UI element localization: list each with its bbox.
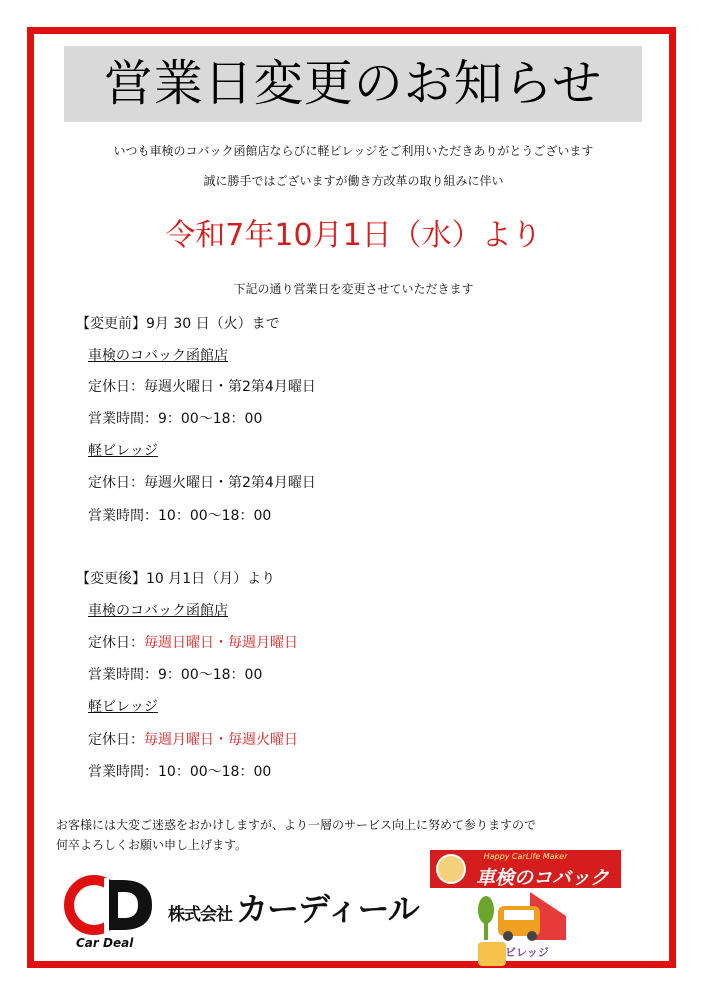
before-heading: 【変更前】9月 30 日（火）まで [76, 316, 280, 332]
after-shop1-holiday [88, 632, 298, 652]
after-shop2-holiday [88, 729, 298, 749]
holiday-label: 定休日： [88, 475, 144, 491]
intro-line-1: いつも車検のコバック函館店ならびに軽ビレッジをご利用いただきありがとうございます [113, 144, 594, 158]
holiday-value: 毎週日曜日・毎週月曜日 [144, 635, 298, 651]
car-deal-logo-text: Car Deal [76, 936, 134, 950]
intro-line-2: 誠に勝手ではございますが働き方改革の取り組みに伴い [203, 174, 504, 188]
company-prefix: 株式会社 [168, 905, 232, 925]
after-shop2-hours: 営業時間：10：00～18：00 [88, 764, 272, 780]
before-shop1-hours: 営業時間：9：00～18：00 [88, 411, 263, 427]
holiday-value: 毎週月曜日・毎週火曜日 [144, 732, 298, 748]
company-name [168, 884, 419, 930]
after-shop1-hours: 営業時間：9：00～18：00 [88, 667, 263, 683]
kobac-banner [430, 850, 621, 888]
before-shop2-hours: 営業時間：10：00～18：00 [88, 508, 272, 524]
holiday-value: 毎週火曜日・第2第4月曜日 [144, 475, 316, 491]
closing-line-1: お客様には大変ご迷惑をおかけしますが、より一層のサービス向上に努めて参りますので [56, 818, 537, 832]
holiday-value: 毎週火曜日・第2第4月曜日 [144, 379, 316, 395]
before-shop1-holiday [88, 376, 316, 396]
kobac-name: 車検のコバック [476, 867, 610, 889]
closing-line-2: 何卒よろしくお願い申し上げます。 [56, 838, 248, 852]
before-shop2-name: 軽ビレッジ [88, 443, 158, 459]
kobac-tagline: Happy CarLife Maker [483, 852, 568, 861]
car-deal-logo-icon [64, 870, 159, 945]
before-shop1-name: 車検のコバック函館店 [88, 348, 228, 364]
page-title: 営業日変更のお知らせ [103, 55, 603, 112]
before-shop2-holiday [88, 472, 316, 492]
holiday-label: 定休日： [88, 732, 144, 748]
lead-text: 下記の通り営業日を変更させていただきます [233, 282, 474, 296]
after-heading: 【変更後】10 月1日（月）より [76, 571, 276, 587]
after-shop2-name: 軽ビレッジ [88, 699, 158, 715]
effective-date: 令和7年10月1日（水）より [165, 218, 542, 253]
kei-village-name: ビレッジ [505, 946, 549, 959]
holiday-label: 定休日： [88, 379, 144, 395]
holiday-label: 定休日： [88, 635, 144, 651]
after-shop1-name: 車検のコバック函館店 [88, 603, 228, 619]
company-main-name: カーディール [236, 890, 419, 928]
